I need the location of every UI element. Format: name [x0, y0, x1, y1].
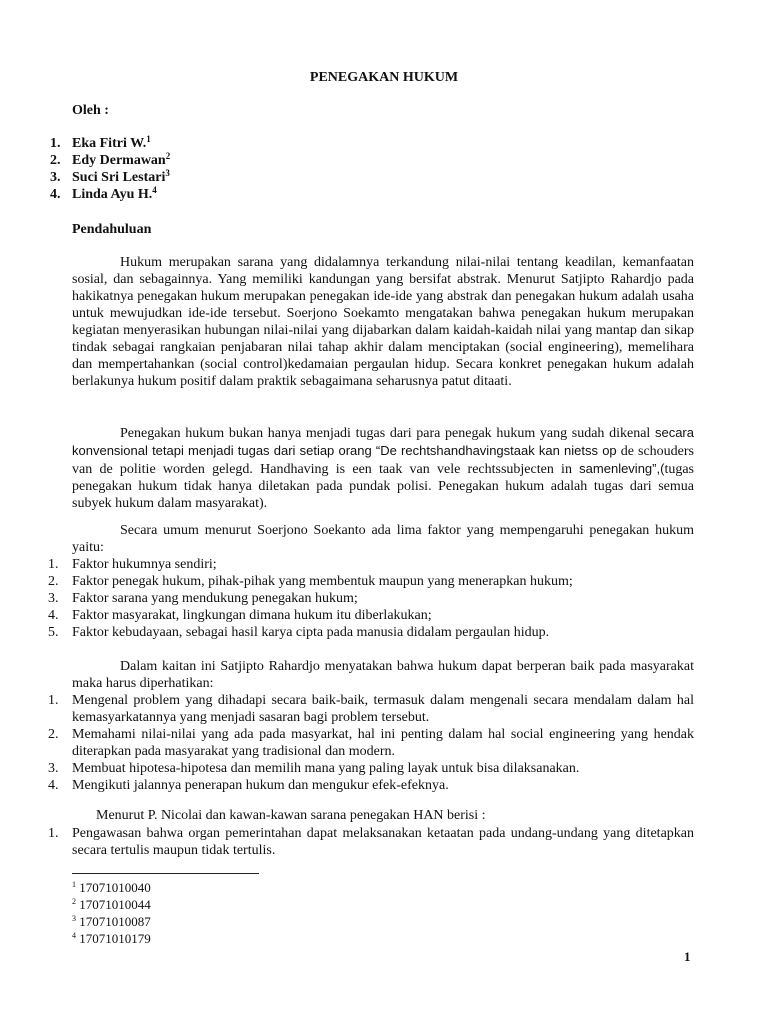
paragraph-nicolai: Menurut P. Nicolai dan kawan-kawan sarana penegakan HAN berisi :	[96, 808, 486, 823]
author-item: 1. Eka Fitri W.$^1$	[50, 134, 151, 151]
footnote-ref: 1	[146, 134, 151, 144]
paragraph-intro: Hukum merupakan sarana yang didalamnya terkandung nilai-nilai tentang keadilan, kemanfaatan sosial, dan sebagainnya. Yang memiliki kandungan yang bersifat abstrak. Menurut Satjipto Rahardjo pada hakikatnya penegakan hukum merupakan penegakan ide-ide yang abstrak dan penegakan hukum adalah usaha untuk mewujudkan ide-ide tersebut. Soerjono Soekamto mengatakan bahwa penegakan hukum merupakan kegiatan menyerasikan hubungan nilai-nilai yang dijabarkan dalam kaidah-kaidah nilai yang mantap dan sikap tindak sebagai rangkaian penjabaran nilai tahap akhir dalam menciptakan (social engineering), memelihara dan mempertahankan (social control)kedamaian pergaulan hidup. Secara konkret penegakan hukum adalah berlakunya hukum positif dalam praktik sebagaimana seharusnya patut ditaati.	[72, 255, 694, 389]
document-title: PENEGAKAN HUKUM	[309, 70, 459, 85]
section-heading: Pendahuluan	[72, 222, 152, 237]
list-item: 4. Mengikuti jalannya penerapan hukum dan mengukur efek-efeknya.	[48, 778, 449, 793]
author-list	[50, 135, 170, 203]
author-item: 3. Suci Sri Lestari$^3$	[50, 168, 170, 185]
paragraph-rahardjo: Dalam kaitan ini Satjipto Rahardjo menyatakan bahwa hukum dapat berperan baik pada masyarakat maka harus diperhatikan:	[72, 659, 694, 691]
footnote-ref: 4	[152, 185, 157, 195]
dutch-quote-line: secara konvensional tetapi menjadi tugas dari setiap orang “De rechtshandhavingstaak kan nietss op	[72, 425, 694, 458]
author-by-label: Oleh :	[72, 103, 109, 118]
footnote-item: $^2$ 17071010044	[72, 897, 151, 912]
list-item: 2. Faktor penegak hukum, pihak-pihak yang membentuk maupun yang menerapkan hukum;	[48, 574, 573, 589]
author-name: Linda Ayu H.	[72, 187, 153, 202]
footnote-ref: 2	[165, 151, 171, 161]
list-item: 3. Faktor sarana yang mendukung penegakan hukum;	[48, 591, 358, 606]
paragraph-factors-intro: Secara umum menurut Soerjono Soekanto ada lima faktor yang mempengaruhi penegakan hukum yaitu:	[72, 523, 694, 555]
author-item: 4. Linda Ayu H.$^4$	[50, 185, 157, 202]
footnote-ref: 3	[165, 168, 170, 178]
footnote-item: $^3$ 17071010087	[72, 914, 151, 929]
footnote-item: $^1$ 17071010040	[72, 880, 151, 895]
list-item: 1. Pengawasan bahwa organ pemerintahan dapat melaksanakan ketaatan pada undang-undang yang ditetapkan secara tertulis maupun tidak tertulis.	[48, 826, 694, 858]
list-item: 4. Faktor masyarakat, lingkungan dimana hukum itu diberlakukan;	[48, 608, 432, 623]
author-name: Suci Sri Lestari	[72, 170, 166, 185]
paragraph-enforcement: Penegakan hukum bukan hanya menjadi tugas dari para penegak hukum yang sudah dikenal secara konvensional tetapi menjadi tugas dari setiap orang “De rechtshandhavingstaak kan nietss op de schouders van de politie worden gelegd. Handhaving is een taak van vele rechtssubjecten in samenleving”,(tugas penegakan hukum tidak hanya diletakan pada pundak polisi. Penegakan hukum adalah tugas dari semua subyek hukum dalam masyarakat).	[72, 425, 694, 511]
list-item: 5. Faktor kebudayaan, sebagai hasil karya cipta pada manusia didalam pergaulan hidup.	[48, 625, 550, 640]
han-means-list	[48, 825, 694, 859]
list-item: 3. Membuat hipotesa-hipotesa dan memilih mana yang paling layak untuk bisa dilaksanakan.	[48, 761, 580, 776]
considerations-list	[48, 692, 694, 794]
list-item: 2. Memahami nilai-nilai yang ada pada masyarkat, hal ini penting dalam hal social engineering yang hendak diterapkan pada masyarakat yang tradisional dan modern.	[48, 727, 694, 759]
author-name: Eka Fitri W.	[72, 136, 147, 151]
footnote-item: $^4$ 17071010179	[72, 931, 151, 946]
list-item: 1. Mengenal problem yang dihadapi secara baik-baik, termasuk dalam mengenali secara mendalam dalam hal kemasyarkatannya yang menjadi sasaran bagi problem tersebut.	[48, 693, 694, 725]
footnote-list	[72, 879, 151, 947]
list-item: 1. Faktor hukumnya sendiri;	[48, 557, 217, 572]
author-name: Edy Dermawan	[72, 153, 166, 168]
author-item: 2. Edy Dermawan$^2$	[50, 151, 171, 168]
page-number: 1	[684, 949, 691, 964]
footnote-divider	[72, 873, 259, 874]
factors-list	[48, 556, 694, 641]
